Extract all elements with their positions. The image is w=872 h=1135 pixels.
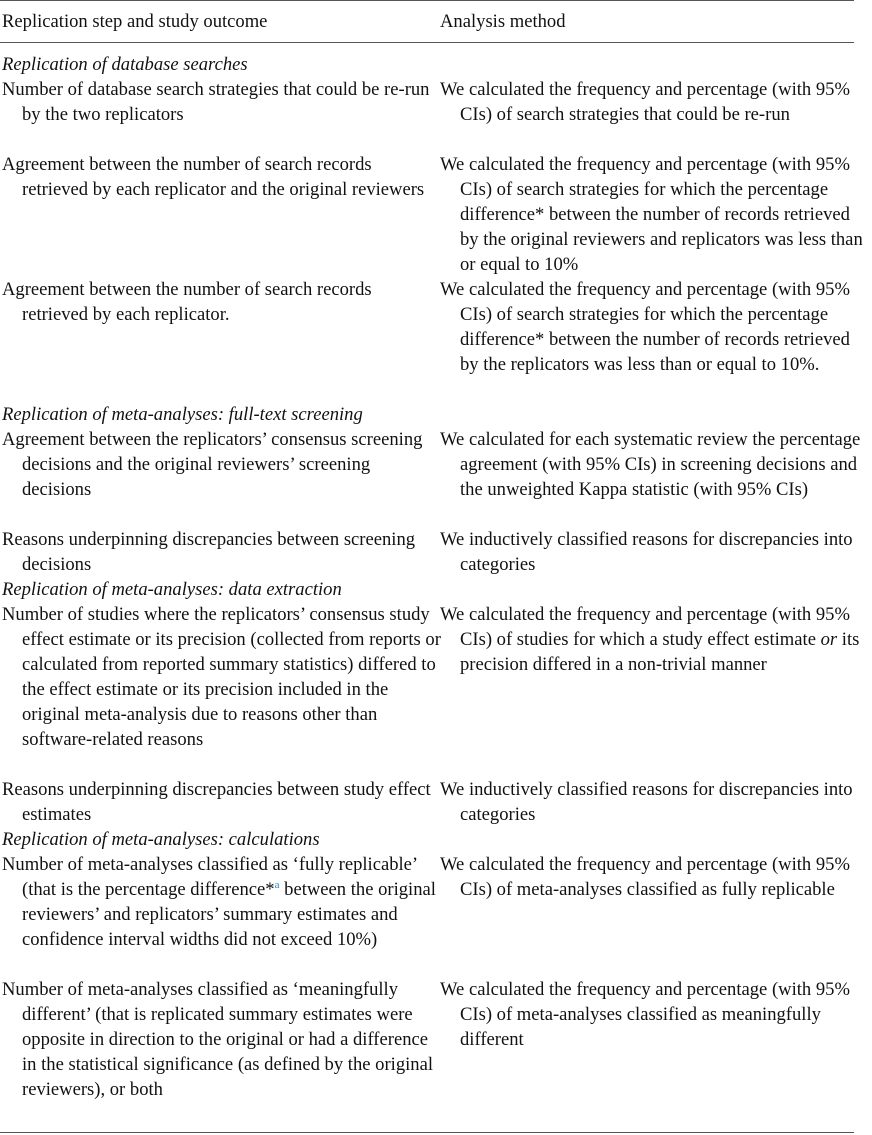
section-title-full-text-screening: Replication of meta-analyses: full-text screening [2,404,363,425]
method-cell: We calculated the frequency and percentage (with 95% CIs) of meta-analyses classified as meaningfully different [440,979,850,1050]
outcome-cell: Reasons underpinning discrepancies between screening decisions [2,529,416,575]
method-text-part: We calculated the frequency and percentage (with 95% CIs) of studies for which a study effect estimate [440,604,850,650]
section-title-database-searches: Replication of database searches [2,54,248,75]
method-cell: We inductively classified reasons for discrepancies into categories [440,529,853,575]
table-bottom-rule [0,1132,854,1133]
method-cell: We calculated the frequency and percentage (with 95% CIs) of search strategies that could be re-run [440,79,850,125]
method-emphasis: or [820,629,838,650]
footnote-link-a[interactable]: a [274,878,280,891]
outcome-cell: Number of studies where the replicators’ consensus study effect estimate or its precision (collected from reports or calculated from reported summary statistics) differed to the effect estimate or its precision included in the original meta-analysis due to reasons other than software-related reasons [2,604,441,750]
method-cell [440,602,872,677]
method-cell: We calculated for each systematic review the percentage agreement (with 95% CIs) in screening decisions and the unweighted Kappa statistic (with 95% CIs) [440,429,861,500]
method-cell: We inductively classified reasons for discrepancies into categories [440,779,853,825]
outcome-cell: Number of meta-analyses classified as ‘meaningfully different’ (that is replicated summary estimates were opposite in direction to the original or had a difference in the statistical significance (as defined by the original reviewers), or both [2,979,433,1100]
table-top-rule [0,0,854,1]
outcome-cell: Number of database search strategies that could be re-run by the two replicators [2,79,430,125]
outcome-cell: Agreement between the number of search records retrieved by each replicator. [2,279,372,325]
outcome-cell: Reasons underpinning discrepancies between study effect estimates [2,779,431,825]
outcome-cell: Agreement between the number of search records retrieved by each replicator and the original reviewers [2,154,425,200]
section-title-calculations: Replication of meta-analyses: calculations [2,829,320,850]
method-cell: We calculated the frequency and percentage (with 95% CIs) of search strategies for which the percentage difference* between the number of records retrieved by the replicators was less than or equal to 10%. [440,279,850,375]
section-title-data-extraction: Replication of meta-analyses: data extraction [2,579,342,600]
method-cell: We calculated the frequency and percentage (with 95% CIs) of search strategies for which the percentage difference* between the number of records retrieved by the original reviewers and replicators was less than or equal to 10% [440,154,863,275]
outcome-text-part: between the original reviewers’ and replicators’ summary estimates and confidence interval widths did not exceed 10%) [22,879,436,950]
table-header-row [0,9,854,34]
header-col-method: Analysis method [440,11,566,32]
method-cell: We calculated the frequency and percentage (with 95% CIs) of meta-analyses classified as fully replicable [440,854,850,900]
outcome-text-part: Number of meta-analyses classified as ‘fully replicable’ (that is the percentage difference* [2,854,417,900]
table-header-rule [0,42,854,43]
method-text-part: its precision differed in a non-trivial manner [460,629,860,675]
header-col-outcome: Replication step and study outcome [2,11,268,32]
outcome-cell [2,852,442,952]
outcome-cell: Agreement between the replicators’ consensus screening decisions and the original reviewers’ screening decisions [2,429,423,500]
